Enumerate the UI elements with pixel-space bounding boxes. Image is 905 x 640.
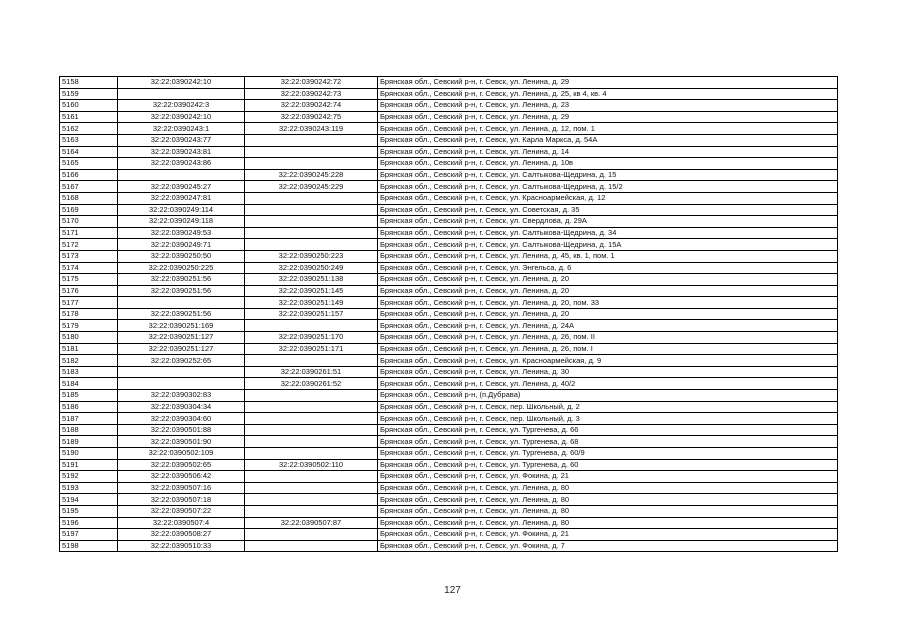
row-number-cell: 5177: [60, 297, 118, 309]
cadastral-number-cell: 32:22:0390506:42: [118, 471, 245, 483]
row-number-cell: 5187: [60, 413, 118, 425]
row-number-cell: 5160: [60, 100, 118, 112]
address-cell: Брянская обл., Севский р-н, г. Севск, пер. Школьный, д. 2: [378, 401, 838, 413]
cadastral-number-cell: 32:22:0390243:86: [118, 158, 245, 170]
building-cadastral-cell: 32:22:0390242:74: [245, 100, 378, 112]
row-number-cell: 5162: [60, 123, 118, 135]
cadastral-number-cell: 32:22:0390507:18: [118, 494, 245, 506]
row-number-cell: 5158: [60, 77, 118, 89]
building-cadastral-cell: [245, 436, 378, 448]
address-cell: Брянская обл., Севский р-н, г. Севск, ул. Салтыкова-Щедрина, д. 15: [378, 169, 838, 181]
table-row: [60, 274, 838, 286]
cadastral-number-cell: 32:22:0390250:50: [118, 250, 245, 262]
row-number-cell: 5190: [60, 448, 118, 460]
address-cell: Брянская обл., Севский р-н, г. Севск, ул. Ленина, д. 80: [378, 505, 838, 517]
row-number-cell: 5181: [60, 343, 118, 355]
building-cadastral-cell: [245, 192, 378, 204]
building-cadastral-cell: [245, 355, 378, 367]
row-number-cell: 5198: [60, 540, 118, 552]
address-cell: Брянская обл., Севский р-н, г. Севск, ул. Ленина, д. 23: [378, 100, 838, 112]
address-cell: Брянская обл., Севский р-н, г. Севск, ул. Красноармейская, д. 12: [378, 192, 838, 204]
table-row: [60, 366, 838, 378]
row-number-cell: 5176: [60, 285, 118, 297]
row-number-cell: 5172: [60, 239, 118, 251]
cadastral-number-cell: 32:22:0390501:90: [118, 436, 245, 448]
cadastral-number-cell: 32:22:0390242:10: [118, 111, 245, 123]
building-cadastral-cell: 32:22:0390502:110: [245, 459, 378, 471]
table-row: [60, 77, 838, 89]
table-row: [60, 100, 838, 112]
table-row: [60, 297, 838, 309]
cadastral-number-cell: [118, 88, 245, 100]
table-row: [60, 227, 838, 239]
row-number-cell: 5180: [60, 332, 118, 344]
cadastral-number-cell: 32:22:0390249:114: [118, 204, 245, 216]
cadastral-number-cell: 32:22:0390302:83: [118, 390, 245, 402]
row-number-cell: 5196: [60, 517, 118, 529]
cadastral-number-cell: 32:22:0390507:22: [118, 505, 245, 517]
table-row: [60, 134, 838, 146]
row-number-cell: 5165: [60, 158, 118, 170]
table-row: [60, 216, 838, 228]
address-cell: Брянская обл., Севский р-н, г. Севск, ул. Тургенева, д. 68: [378, 436, 838, 448]
building-cadastral-cell: 32:22:0390243:119: [245, 123, 378, 135]
row-number-cell: 5185: [60, 390, 118, 402]
cadastral-number-cell: 32:22:0390304:34: [118, 401, 245, 413]
row-number-cell: 5164: [60, 146, 118, 158]
row-number-cell: 5179: [60, 320, 118, 332]
building-cadastral-cell: 32:22:0390242:72: [245, 77, 378, 89]
cadastral-number-cell: 32:22:0390247:81: [118, 192, 245, 204]
address-cell: Брянская обл., Севский р-н, г. Севск, ул. Ленина, д. 45, кв. 1, пом. 1: [378, 250, 838, 262]
address-cell: Брянская обл., Севский р-н, г. Севск, ул. Свердлова, д. 29А: [378, 216, 838, 228]
building-cadastral-cell: 32:22:0390251:157: [245, 308, 378, 320]
cadastral-number-cell: [118, 366, 245, 378]
building-cadastral-cell: [245, 401, 378, 413]
address-cell: Брянская обл., Севский р-н, г. Севск, ул. Фокина, д. 21: [378, 471, 838, 483]
table-row: [60, 332, 838, 344]
address-cell: Брянская обл., Севский р-н, г. Севск, ул. Ленина, д. 20: [378, 308, 838, 320]
table-row: [60, 390, 838, 402]
building-cadastral-cell: [245, 448, 378, 460]
building-cadastral-cell: [245, 146, 378, 158]
row-number-cell: 5183: [60, 366, 118, 378]
table-row: [60, 471, 838, 483]
cadastral-number-cell: 32:22:0390251:56: [118, 274, 245, 286]
building-cadastral-cell: 32:22:0390507:87: [245, 517, 378, 529]
cadastral-number-cell: 32:22:0390249:53: [118, 227, 245, 239]
cadastral-number-cell: [118, 169, 245, 181]
table-row: [60, 204, 838, 216]
address-cell: Брянская обл., Севский р-н, г. Севск, ул. Ленина, д. 26, пом. I: [378, 343, 838, 355]
building-cadastral-cell: [245, 529, 378, 541]
table-row: [60, 88, 838, 100]
table-row: [60, 239, 838, 251]
building-cadastral-cell: [245, 482, 378, 494]
cadastral-number-cell: 32:22:0390502:109: [118, 448, 245, 460]
table-row: [60, 505, 838, 517]
building-cadastral-cell: [245, 390, 378, 402]
row-number-cell: 5170: [60, 216, 118, 228]
building-cadastral-cell: [245, 158, 378, 170]
building-cadastral-cell: 32:22:0390251:149: [245, 297, 378, 309]
cadastral-number-cell: 32:22:0390252:65: [118, 355, 245, 367]
address-cell: Брянская обл., Севский р-н, г. Севск, ул. Ленина, д. 10в: [378, 158, 838, 170]
table-row: [60, 343, 838, 355]
cadastral-number-cell: [118, 297, 245, 309]
table-row: [60, 192, 838, 204]
cadastral-number-cell: 32:22:0390245:27: [118, 181, 245, 193]
table-row: [60, 250, 838, 262]
cadastral-number-cell: 32:22:0390510:33: [118, 540, 245, 552]
cadastral-number-cell: [118, 378, 245, 390]
row-number-cell: 5161: [60, 111, 118, 123]
address-cell: Брянская обл., Севский р-н, г. Севск, пер. Школьный, д. 3: [378, 413, 838, 425]
address-cell: Брянская обл., Севский р-н, г. Севск, ул. Фокина, д. 7: [378, 540, 838, 552]
building-cadastral-cell: [245, 216, 378, 228]
building-cadastral-cell: [245, 134, 378, 146]
building-cadastral-cell: 32:22:0390242:73: [245, 88, 378, 100]
address-cell: Брянская обл., Севский р-н, г. Севск, ул. Ленина, д. 30: [378, 366, 838, 378]
address-cell: Брянская обл., Севский р-н, г. Севск, ул. Фокина, д. 21: [378, 529, 838, 541]
cadastral-number-cell: 32:22:0390507:4: [118, 517, 245, 529]
table-row: [60, 424, 838, 436]
row-number-cell: 5188: [60, 424, 118, 436]
address-cell: Брянская обл., Севский р-н, г. Севск, ул. Ленина, д. 25, кв 4, кв. 4: [378, 88, 838, 100]
address-cell: Брянская обл., Севский р-н, г. Севск, ул. Тургенева, д. 60/9: [378, 448, 838, 460]
table-row: [60, 111, 838, 123]
table-row: [60, 401, 838, 413]
row-number-cell: 5174: [60, 262, 118, 274]
building-cadastral-cell: 32:22:0390261:52: [245, 378, 378, 390]
row-number-cell: 5167: [60, 181, 118, 193]
table-row: [60, 494, 838, 506]
address-cell: Брянская обл., Севский р-н, (п.Дубрава): [378, 390, 838, 402]
cadastral-number-cell: 32:22:0390242:10: [118, 77, 245, 89]
cadastral-number-cell: 32:22:0390501:88: [118, 424, 245, 436]
cadastral-number-cell: 32:22:0390251:169: [118, 320, 245, 332]
row-number-cell: 5175: [60, 274, 118, 286]
table-row: [60, 123, 838, 135]
table-row: [60, 146, 838, 158]
row-number-cell: 5193: [60, 482, 118, 494]
address-cell: Брянская обл., Севский р-н, г. Севск, ул. Ленина, д. 80: [378, 517, 838, 529]
row-number-cell: 5192: [60, 471, 118, 483]
cadastral-number-cell: 32:22:0390250:225: [118, 262, 245, 274]
address-cell: Брянская обл., Севский р-н, г. Севск, ул. Ленина, д. 26, пом. II: [378, 332, 838, 344]
table-row: [60, 436, 838, 448]
row-number-cell: 5195: [60, 505, 118, 517]
cadastral-number-cell: 32:22:0390243:77: [118, 134, 245, 146]
building-cadastral-cell: [245, 227, 378, 239]
table-row: [60, 285, 838, 297]
building-cadastral-cell: [245, 494, 378, 506]
address-cell: Брянская обл., Севский р-н, г. Севск, ул. Энгельса, д. 6: [378, 262, 838, 274]
row-number-cell: 5173: [60, 250, 118, 262]
row-number-cell: 5194: [60, 494, 118, 506]
table-row: [60, 355, 838, 367]
table-row: [60, 529, 838, 541]
row-number-cell: 5182: [60, 355, 118, 367]
table-row: [60, 378, 838, 390]
table-row: [60, 540, 838, 552]
address-cell: Брянская обл., Севский р-н, г. Севск, ул. Ленина, д. 80: [378, 494, 838, 506]
row-number-cell: 5169: [60, 204, 118, 216]
cadastral-number-cell: 32:22:0390249:118: [118, 216, 245, 228]
cadastral-number-cell: 32:22:0390251:56: [118, 308, 245, 320]
cadastral-number-cell: 32:22:0390243:81: [118, 146, 245, 158]
building-cadastral-cell: [245, 471, 378, 483]
building-cadastral-cell: 32:22:0390242:75: [245, 111, 378, 123]
table-row: [60, 308, 838, 320]
row-number-cell: 5168: [60, 192, 118, 204]
table-row: [60, 517, 838, 529]
building-cadastral-cell: 32:22:0390261:51: [245, 366, 378, 378]
building-cadastral-cell: [245, 413, 378, 425]
address-cell: Брянская обл., Севский р-н, г. Севск, ул. Салтыкова-Щедрина, д. 15А: [378, 239, 838, 251]
page-number: 127: [444, 585, 461, 596]
address-cell: Брянская обл., Севский р-н, г. Севск, ул. Тургенева, д. 60: [378, 459, 838, 471]
address-cell: Брянская обл., Севский р-н, г. Севск, ул. Красноармейская, д. 9: [378, 355, 838, 367]
row-number-cell: 5197: [60, 529, 118, 541]
cadastral-number-cell: 32:22:0390304:60: [118, 413, 245, 425]
table-row: [60, 413, 838, 425]
cadastral-number-cell: 32:22:0390251:127: [118, 343, 245, 355]
cadastral-number-cell: 32:22:0390251:56: [118, 285, 245, 297]
address-cell: Брянская обл., Севский р-н, г. Севск, ул. Ленина, д. 20: [378, 274, 838, 286]
cadastral-number-cell: 32:22:0390251:127: [118, 332, 245, 344]
row-number-cell: 5163: [60, 134, 118, 146]
table-row: [60, 482, 838, 494]
building-cadastral-cell: [245, 540, 378, 552]
table-row: [60, 448, 838, 460]
cadastral-number-cell: 32:22:0390508:27: [118, 529, 245, 541]
table-row: [60, 181, 838, 193]
building-cadastral-cell: [245, 204, 378, 216]
building-cadastral-cell: [245, 505, 378, 517]
row-number-cell: 5159: [60, 88, 118, 100]
table-row: [60, 169, 838, 181]
cadastral-number-cell: 32:22:0390249:71: [118, 239, 245, 251]
address-cell: Брянская обл., Севский р-н, г. Севск, ул. Ленина, д. 24А: [378, 320, 838, 332]
building-cadastral-cell: 32:22:0390251:171: [245, 343, 378, 355]
row-number-cell: 5189: [60, 436, 118, 448]
building-cadastral-cell: [245, 424, 378, 436]
building-cadastral-cell: 32:22:0390251:170: [245, 332, 378, 344]
address-cell: Брянская обл., Севский р-н, г. Севск, ул. Ленина, д. 40/2: [378, 378, 838, 390]
row-number-cell: 5171: [60, 227, 118, 239]
address-cell: Брянская обл., Севский р-н, г. Севск, ул. Ленина, д. 20: [378, 285, 838, 297]
address-cell: Брянская обл., Севский р-н, г. Севск, ул. Ленина, д. 29: [378, 111, 838, 123]
address-cell: Брянская обл., Севский р-н, г. Севск, ул. Салтыкова-Щедрина, д. 15/2: [378, 181, 838, 193]
address-cell: Брянская обл., Севский р-н, г. Севск, ул. Карла Маркса, д. 54А: [378, 134, 838, 146]
property-table: [59, 76, 838, 552]
building-cadastral-cell: 32:22:0390250:223: [245, 250, 378, 262]
row-number-cell: 5186: [60, 401, 118, 413]
table-row: [60, 262, 838, 274]
address-cell: Брянская обл., Севский р-н, г. Севск, ул. Тургенева, д. 66: [378, 424, 838, 436]
row-number-cell: 5191: [60, 459, 118, 471]
table-row: [60, 459, 838, 471]
building-cadastral-cell: [245, 239, 378, 251]
row-number-cell: 5178: [60, 308, 118, 320]
table-row: [60, 320, 838, 332]
cadastral-number-cell: 32:22:0390502:65: [118, 459, 245, 471]
address-cell: Брянская обл., Севский р-н, г. Севск, ул. Советская, д. 35: [378, 204, 838, 216]
cadastral-number-cell: 32:22:0390242:3: [118, 100, 245, 112]
building-cadastral-cell: [245, 320, 378, 332]
building-cadastral-cell: 32:22:0390251:138: [245, 274, 378, 286]
building-cadastral-cell: 32:22:0390245:229: [245, 181, 378, 193]
building-cadastral-cell: 32:22:0390250:249: [245, 262, 378, 274]
cadastral-number-cell: 32:22:0390507:16: [118, 482, 245, 494]
address-cell: Брянская обл., Севский р-н, г. Севск, ул. Ленина, д. 20, пом. 33: [378, 297, 838, 309]
address-cell: Брянская обл., Севский р-н, г. Севск, ул. Салтыкова-Щедрина, д. 34: [378, 227, 838, 239]
address-cell: Брянская обл., Севский р-н, г. Севск, ул. Ленина, д. 80: [378, 482, 838, 494]
building-cadastral-cell: 32:22:0390251:145: [245, 285, 378, 297]
table-row: [60, 158, 838, 170]
address-cell: Брянская обл., Севский р-н, г. Севск, ул. Ленина, д. 29: [378, 77, 838, 89]
address-cell: Брянская обл., Севский р-н, г. Севск, ул. Ленина, д. 12, пом. 1: [378, 123, 838, 135]
address-cell: Брянская обл., Севский р-н, г. Севск, ул. Ленина, д. 14: [378, 146, 838, 158]
row-number-cell: 5166: [60, 169, 118, 181]
property-table-body: [60, 77, 838, 552]
cadastral-number-cell: 32:22:0390243:1: [118, 123, 245, 135]
building-cadastral-cell: 32:22:0390245:228: [245, 169, 378, 181]
row-number-cell: 5184: [60, 378, 118, 390]
